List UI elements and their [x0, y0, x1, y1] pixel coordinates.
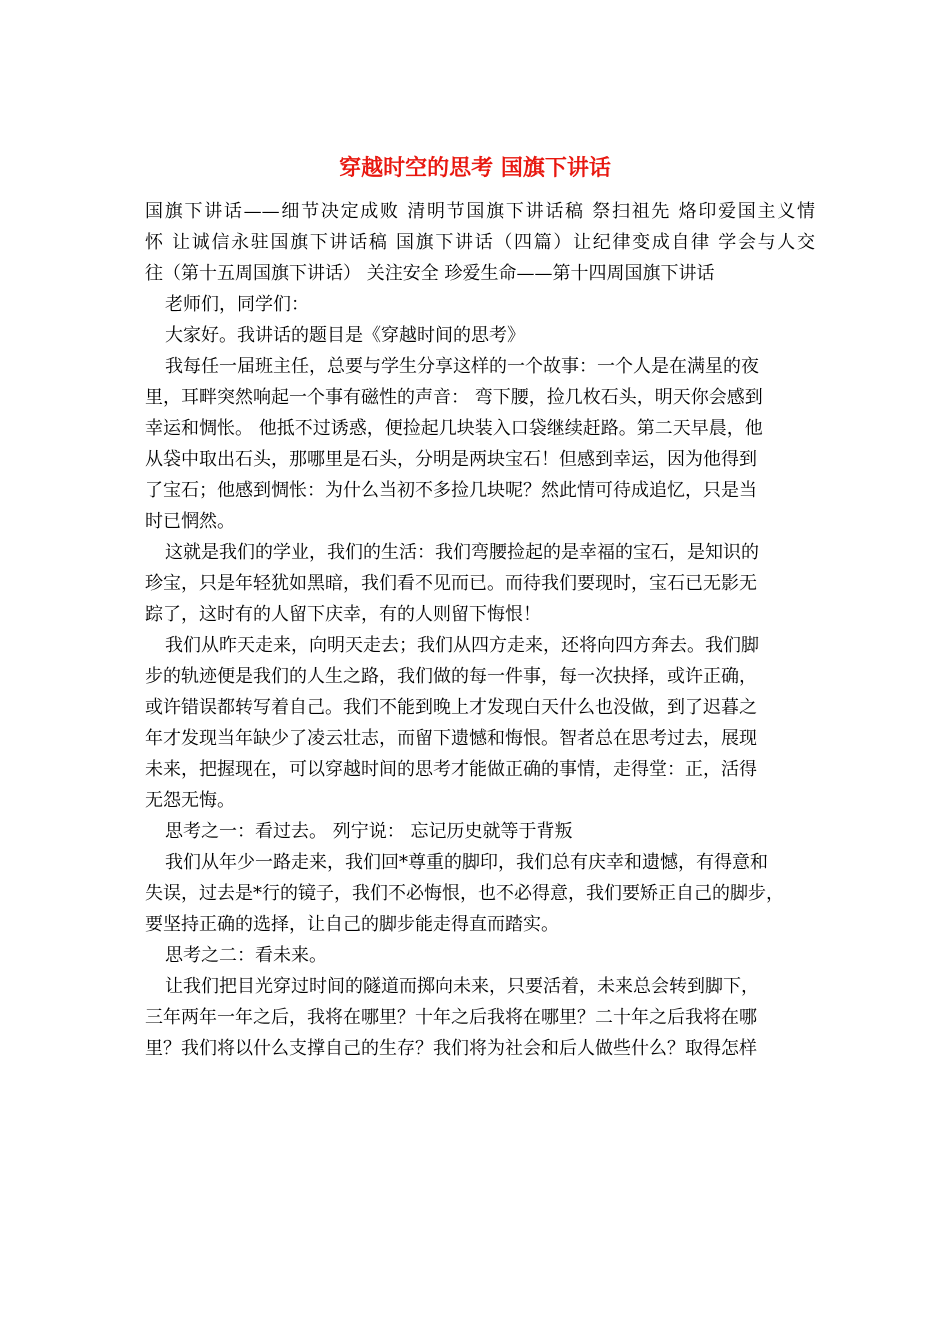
- text-line: 里？我们将以什么支撑自己的生存？我们将为社会和后人做些什么？取得怎样: [145, 1038, 757, 1059]
- text-line: 幸运和惆怅。 他抵不过诱惑，便捡起几块装入口袋继续赶路。第二天早晨，他: [145, 418, 763, 439]
- text-line: 时已惘然。: [145, 511, 235, 532]
- text-line: 国旗下讲话——细节决定成败 清明节国旗下讲话稿 祭扫祖先 烙印爱国主义情: [145, 201, 815, 222]
- text-line: 了宝石；他感到惆怅：为什么当初不多捡几块呢？然此情可待成追忆，只是当: [145, 480, 757, 501]
- text-line: 踪了，这时有的人留下庆幸，有的人则留下悔恨！: [145, 604, 541, 625]
- paragraph-line: 我每任一届班主任，总要与学生分享这样的一个故事：一个人是在满星的夜: [165, 356, 759, 377]
- text-line: 或许错误都转写着自己。我们不能到晚上才发现白天什么也没做，到了迟暮之: [145, 697, 757, 718]
- document-title: 穿越时空的思考 国旗下讲话: [339, 155, 611, 181]
- text-line: 要坚持正确的选择，让自己的脚步能走得直而踏实。: [145, 914, 559, 935]
- text-line: 步的轨迹便是我们的人生之路，我们做的每一件事，每一次抉择，或许正确，: [145, 666, 757, 687]
- paragraph-line: 这就是我们的学业，我们的生活：我们弯腰捡起的是幸福的宝石，是知识的: [165, 542, 759, 563]
- text-line: 无怨无悔。: [145, 790, 235, 811]
- paragraph-line: 思考之二：看未来。: [165, 945, 327, 966]
- document-body: [145, 196, 815, 1064]
- text-line: 往（第十五周国旗下讲话） 关注安全 珍爱生命——第十四周国旗下讲话: [145, 263, 715, 284]
- paragraph-line: 我们从年少一路走来，我们回*尊重的脚印，我们总有庆幸和遗憾，有得意和: [165, 852, 768, 873]
- text-line: 从袋中取出石头，那哪里是石头，分明是两块宝石！但感到幸运，因为他得到: [145, 449, 757, 470]
- text-line: 失误，过去是*行的镜子，我们不必悔恨，也不必得意，我们要矫正自己的脚步，: [145, 883, 784, 904]
- text-line: 珍宝，只是年轻犹如黑暗，我们看不见而已。而待我们要现时，宝石已无影无: [145, 573, 757, 594]
- text-line: 未来，把握现在，可以穿越时间的思考才能做正确的事情，走得堂：正，活得: [145, 759, 757, 780]
- text-line: 怀 让诚信永驻国旗下讲话稿 国旗下讲话（四篇）让纪律变成自律 学会与人交: [145, 232, 815, 253]
- text-line: 三年两年一年之后，我将在哪里？十年之后我将在哪里？二十年之后我将在哪: [145, 1007, 757, 1028]
- paragraph-line: 让我们把目光穿过时间的隧道而掷向未来，只要活着，未来总会转到脚下，: [165, 976, 759, 997]
- paragraph-line: 思考之一：看过去。 列宁说： 忘记历史就等于背叛: [165, 821, 573, 842]
- paragraph-line: 老师们，同学们：: [165, 294, 309, 315]
- paragraph-line: 大家好。我讲话的题目是《穿越时间的思考》: [165, 325, 525, 346]
- text-line: 里，耳畔突然响起一个事有磁性的声音： 弯下腰，捡几枚石头，明天你会感到: [145, 387, 763, 408]
- paragraph-line: 我们从昨天走来，向明天走去；我们从四方走来，还将向四方奔去。我们脚: [165, 635, 759, 656]
- text-line: 年才发现当年缺少了凌云壮志，而留下遗憾和悔恨。智者总在思考过去，展现: [145, 728, 757, 749]
